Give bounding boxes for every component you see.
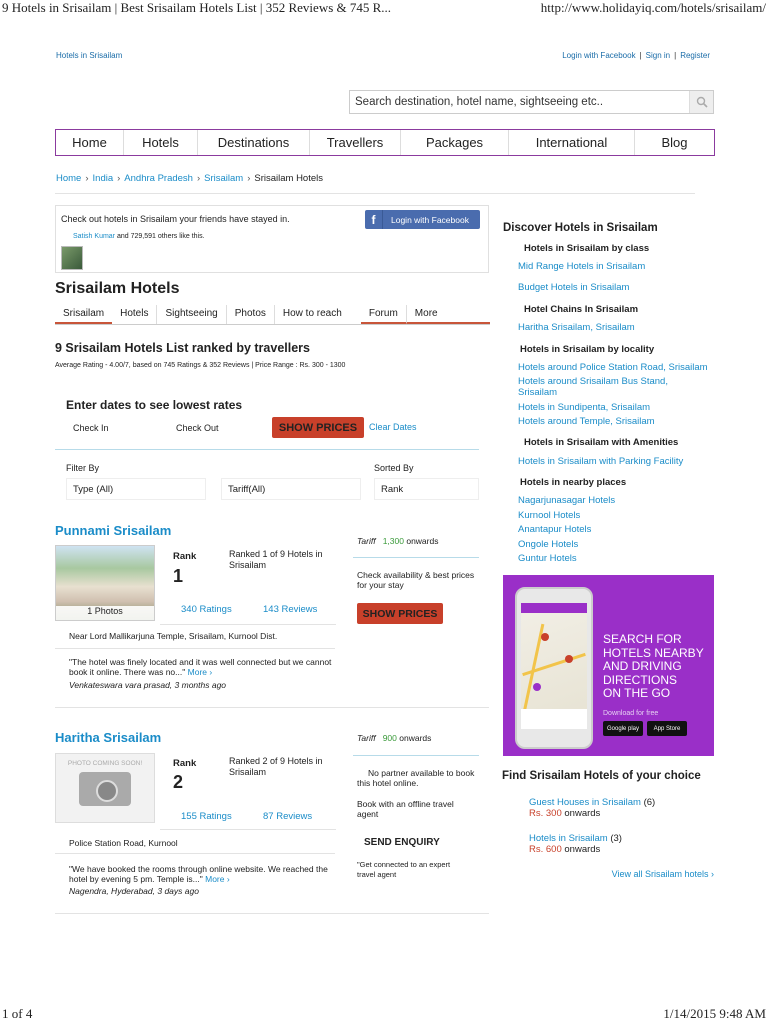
dates-title: Enter dates to see lowest rates: [66, 398, 243, 412]
find-item-suffix: onwards: [564, 808, 601, 819]
sidebar-link[interactable]: Hotels around Police Station Road, Srisailam: [518, 362, 708, 373]
nav-home[interactable]: Home: [56, 130, 124, 155]
photo-coming-soon: PHOTO COMING SOON!: [67, 760, 143, 767]
sub-tabs: [55, 305, 490, 325]
facebook-box: [55, 205, 489, 273]
breadcrumb-current: Srisailam Hotels: [254, 173, 324, 184]
find-item-link[interactable]: Hotels in Srisailam: [529, 833, 608, 844]
sidebar-heading: Hotels in Srisailam with Amenities: [524, 437, 679, 448]
nav-travellers[interactable]: Travellers: [310, 130, 401, 155]
banner-text: [603, 633, 704, 701]
search-bar[interactable]: [349, 90, 714, 114]
enquiry-note: "Get connected to an expert travel agent: [357, 860, 451, 879]
sidebar-heading: Hotels in nearby places: [520, 477, 627, 488]
nav-packages[interactable]: Packages: [401, 130, 509, 155]
print-datetime: 1/14/2015 9:48 AM: [663, 1006, 766, 1021]
page-title: Srisailam Hotels: [55, 280, 180, 297]
check-in-field[interactable]: Check In: [73, 423, 109, 433]
availability-note: Check availability & best prices for your stay: [357, 570, 475, 590]
breadcrumb: [56, 173, 323, 184]
facebook-likes: [73, 233, 205, 240]
reviews-link[interactable]: 87 Reviews: [263, 811, 313, 822]
divider: [353, 557, 479, 558]
divider: [55, 449, 479, 450]
divider: [55, 707, 489, 708]
ratings-link[interactable]: 155 Ratings: [181, 811, 232, 822]
hotel-name-link[interactable]: Punnami Srisailam: [55, 523, 172, 538]
tariff-suffix: onwards: [406, 536, 439, 546]
rank-number: 2: [173, 772, 184, 792]
tariff-label: Tariff: [357, 536, 376, 546]
divider: [55, 193, 695, 194]
sidebar-link[interactable]: Hotels around Temple, Srisailam: [518, 416, 655, 427]
tariff: [357, 536, 438, 546]
tariff-amount: 1,300: [382, 536, 404, 546]
divider: [160, 829, 336, 830]
rank-label: Rank: [173, 758, 197, 769]
tab-photos[interactable]: Photos: [227, 305, 275, 324]
hotel-name-link[interactable]: Haritha Srisailam: [55, 730, 162, 745]
hotel-photo-placeholder: [55, 753, 155, 823]
breadcrumb-sep: ›: [117, 173, 121, 184]
tab-hotels[interactable]: Hotels: [112, 305, 157, 324]
find-item-price: Rs. 300: [529, 808, 562, 819]
find-item-count: (3): [610, 833, 622, 844]
check-out-field[interactable]: Check Out: [176, 423, 219, 433]
banner-line: AND DRIVING: [603, 659, 682, 673]
review-quote: [69, 657, 344, 677]
app-banner[interactable]: [503, 575, 714, 756]
divider: [160, 624, 336, 625]
print-page-url: http://www.holidayiq.com/hotels/srisailam/: [540, 0, 766, 15]
sidebar-title: Discover Hotels in Srisailam: [503, 222, 658, 234]
account-links: [562, 51, 710, 60]
app-store-button[interactable]: App Store: [647, 721, 687, 736]
tariff: [357, 733, 431, 743]
print-page-number: 1 of 4: [2, 1006, 33, 1021]
find-item: [529, 797, 655, 819]
sidebar-heading: Hotels in Srisailam by locality: [520, 344, 655, 355]
phone-image: [515, 587, 593, 749]
type-select[interactable]: Type (All): [66, 478, 206, 500]
ratings-link[interactable]: 340 Ratings: [181, 604, 232, 615]
breadcrumb-sep: ›: [247, 173, 251, 184]
sidebar-link[interactable]: Nagarjunasagar Hotels: [518, 495, 616, 506]
banner-line: ON THE GO: [603, 686, 671, 700]
view-all-link[interactable]: View all Srisailam hotels ›: [611, 869, 714, 879]
search-input[interactable]: Search destination, hotel name, sightseeing etc..: [355, 96, 604, 108]
tariff-select[interactable]: Tariff(All): [221, 478, 361, 500]
divider: [353, 755, 479, 756]
tab-how-to-reach[interactable]: How to reach: [275, 305, 361, 324]
map-screen: [521, 603, 587, 729]
find-item-link[interactable]: Guest Houses in Srisailam: [529, 797, 641, 808]
rank-select[interactable]: Rank: [374, 478, 479, 500]
rank-number: 1: [173, 566, 184, 586]
sidebar-link[interactable]: Haritha Srisailam, Srisailam: [518, 322, 635, 333]
find-item-price: Rs. 600: [529, 844, 562, 855]
breadcrumb-sep: ›: [196, 173, 201, 184]
avatar[interactable]: [61, 246, 83, 270]
no-partner-note: No partner available to book this hotel online.: [357, 768, 475, 788]
find-hotels-title: Find Srisailam Hotels of your choice: [502, 770, 701, 782]
download-text: Download for free: [603, 710, 659, 717]
rank-text: Ranked 2 of 9 Hotels in Srisailam: [229, 756, 323, 777]
breadcrumb-sep: ›: [85, 173, 89, 184]
sign-in-link[interactable]: Sign in: [645, 51, 671, 60]
tab-srisailam[interactable]: Srisailam: [55, 305, 112, 324]
divider: [55, 913, 489, 914]
login-facebook-button[interactable]: [365, 210, 480, 229]
google-play-button[interactable]: Google play: [603, 721, 643, 736]
hotel-photo[interactable]: [55, 545, 155, 621]
sidebar-link[interactable]: Anantapur Hotels: [518, 524, 592, 535]
map-pin-icon: [533, 683, 541, 691]
register-link[interactable]: Register: [680, 51, 710, 60]
divider: [55, 853, 335, 854]
sidebar-link[interactable]: Hotels around Srisailam Bus Stand, Srisailam: [518, 376, 668, 398]
map-pin-icon: [541, 633, 549, 641]
photo-count[interactable]: 1 Photos: [56, 606, 154, 620]
nav-blog[interactable]: Blog: [661, 135, 688, 150]
nav-destinations[interactable]: Destinations: [198, 130, 310, 155]
tab-forum[interactable]: Forum: [361, 305, 407, 324]
breadcrumb-andhra-pradesh[interactable]: Andhra Pradesh: [124, 173, 193, 184]
list-title: 9 Srisailam Hotels List ranked by travellers: [55, 341, 310, 355]
hotel-address: Police Station Road, Kurnool: [69, 838, 178, 848]
banner-line: DIRECTIONS: [603, 672, 678, 687]
separator: |: [639, 51, 642, 60]
show-prices-button[interactable]: SHOW PRICES: [357, 603, 443, 624]
rank-text: Ranked 1 of 9 Hotels in Srisailam: [229, 549, 323, 570]
breadcrumb-srisailam[interactable]: Srisailam: [204, 173, 244, 184]
tariff-label: Tariff: [357, 733, 376, 743]
hotel-address: Near Lord Mallikarjuna Temple, Srisailam, Kurnool Dist.: [69, 631, 278, 641]
tab-sightseeing[interactable]: Sightseeing: [157, 305, 226, 324]
facebook-likes-text: and 729,591 others like this.: [115, 233, 205, 240]
sidebar-link[interactable]: Ongole Hotels: [518, 539, 579, 550]
banner-line: HOTELS NEARBY: [603, 645, 704, 660]
sorted-by-label: Sorted By: [374, 463, 414, 473]
divider: [55, 648, 335, 649]
nav-hotels[interactable]: Hotels: [124, 130, 198, 155]
camera-icon: [79, 772, 131, 806]
separator: |: [674, 51, 677, 60]
sidebar-link[interactable]: Hotels in Sundipenta, Srisailam: [518, 402, 651, 413]
top-left-link[interactable]: Hotels in Srisailam: [56, 51, 123, 60]
show-prices-button[interactable]: SHOW PRICES: [272, 417, 364, 438]
sidebar-link[interactable]: Kurnool Hotels: [518, 510, 581, 521]
review-quote-text: "The hotel was finely located and it was well connected but we cannot book it online. There was no...": [69, 657, 332, 677]
send-enquiry-button[interactable]: SEND ENQUIRY: [364, 837, 440, 848]
facebook-text: Check out hotels in Srisailam your friends have stayed in.: [61, 214, 290, 224]
review-author: Venkateswara vara prasad, 3 months ago: [69, 680, 227, 690]
sidebar-link[interactable]: Guntur Hotels: [518, 553, 577, 564]
rank-label: Rank: [173, 551, 197, 562]
banner-line: SEARCH FOR: [603, 632, 682, 646]
clear-dates-link[interactable]: Clear Dates: [369, 422, 417, 432]
review-quote: [69, 864, 344, 884]
breadcrumb-home[interactable]: Home: [56, 173, 82, 184]
find-item-count: (6): [643, 797, 656, 808]
facebook-friend-link[interactable]: Satish Kumar: [73, 233, 116, 240]
list-meta: Average Rating - 4.00/7, based on 745 Ratings & 352 Reviews | Price Range : Rs. 300 - 1300: [55, 362, 346, 369]
tariff-amount: 900: [382, 733, 397, 743]
search-button[interactable]: [689, 91, 713, 113]
sidebar-heading: Hotel Chains In Srisailam: [524, 304, 639, 315]
find-item-suffix: onwards: [564, 844, 601, 855]
filter-by-label: Filter By: [66, 463, 100, 473]
login-facebook-link[interactable]: Login with Facebook: [562, 51, 636, 60]
sidebar-heading: Hotels in Srisailam by class: [524, 243, 650, 254]
tariff-suffix: onwards: [399, 733, 432, 743]
more-link[interactable]: More ›: [205, 874, 230, 884]
tab-more[interactable]: More: [407, 305, 490, 324]
more-link[interactable]: More ›: [187, 667, 213, 677]
print-page-title: 9 Hotels in Srisailam | Best Srisailam Hotels List | 352 Reviews & 745 R...: [2, 0, 392, 15]
review-author: Nagendra, Hyderabad, 3 days ago: [69, 886, 199, 896]
facebook-icon: f: [365, 210, 383, 229]
reviews-link[interactable]: 143 Reviews: [263, 604, 318, 615]
review-quote-text: "We have booked the rooms through online website. We reached the hotel by evening 5 pm. Temple is...": [69, 864, 328, 884]
login-facebook-label: Login with Facebook: [391, 214, 469, 225]
offline-agent-note: Book with an offline travel agent: [357, 799, 454, 819]
sidebar-link[interactable]: Budget Hotels in Srisailam: [518, 282, 630, 293]
sidebar-link[interactable]: Hotels in Srisailam with Parking Facility: [518, 456, 684, 467]
sidebar-link[interactable]: Mid Range Hotels in Srisailam: [518, 261, 646, 272]
map-pin-icon: [565, 655, 573, 663]
find-item: [529, 833, 622, 855]
magnifier-icon: [696, 96, 708, 108]
nav-international[interactable]: International: [509, 130, 635, 155]
main-nav: [55, 129, 715, 156]
breadcrumb-india[interactable]: India: [92, 173, 114, 184]
